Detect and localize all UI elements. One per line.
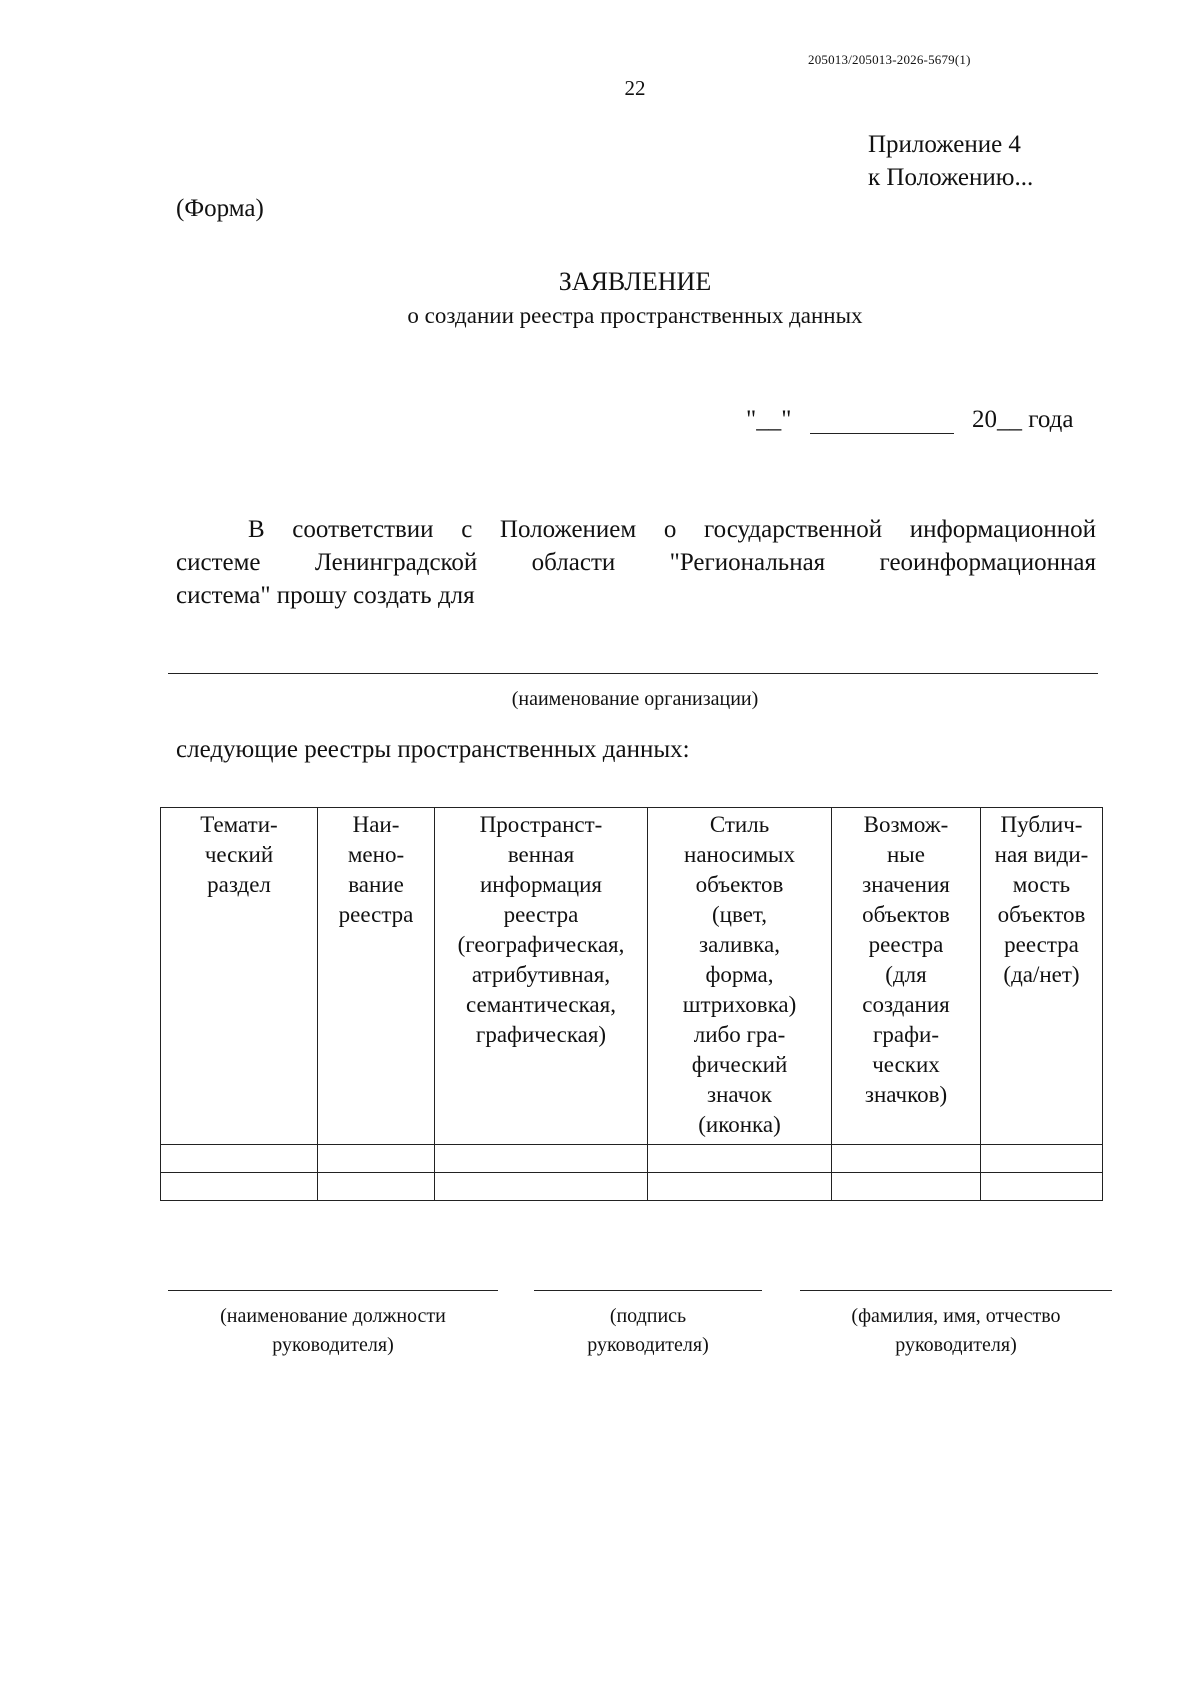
date-year-field[interactable]: 20__ года <box>972 406 1074 433</box>
full-name-field[interactable] <box>800 1290 1112 1291</box>
table-cell[interactable] <box>981 1145 1103 1173</box>
document-id: 205013/205013-2026-5679(1) <box>808 52 971 67</box>
table-cell[interactable] <box>161 1145 318 1173</box>
table-row <box>161 1145 1103 1173</box>
header-cell-line: мость <box>1012 872 1071 897</box>
header-cell-line: Стиль <box>709 812 770 837</box>
table-header-cell <box>435 808 648 1145</box>
header-cell-line: реестра <box>338 902 414 927</box>
header-cell-line: ческих <box>872 1052 940 1077</box>
table-header-cell <box>318 808 435 1145</box>
header-cell-line: графическая) <box>475 1022 607 1047</box>
position-caption-line: (наименование должности <box>220 1305 446 1327</box>
appendix-line-2: к Положению... <box>868 164 1034 191</box>
header-cell-line: ная види- <box>994 842 1089 867</box>
table-cell[interactable] <box>832 1173 981 1201</box>
position-caption <box>168 1302 498 1360</box>
table-cell[interactable] <box>981 1173 1103 1201</box>
header-cell-line: Наи- <box>352 812 400 837</box>
header-cell-line: (географическая, <box>457 932 625 957</box>
header-cell-line: форма, <box>705 962 774 987</box>
organization-name-field[interactable] <box>168 673 1098 674</box>
table-cell[interactable] <box>161 1173 318 1201</box>
table-cell[interactable] <box>648 1173 832 1201</box>
header-cell-line: значок <box>707 1082 772 1107</box>
header-cell-line: Пространст- <box>479 812 603 837</box>
header-cell-line: венная <box>507 842 575 867</box>
header-cell-line: наносимых <box>684 842 795 867</box>
table-header-cell <box>832 808 981 1145</box>
intro-line: система" прошу создать для <box>176 582 475 609</box>
header-cell-line: (цвет, <box>712 902 767 927</box>
date-day-field[interactable]: "__" <box>746 406 792 433</box>
table-header-row <box>161 808 1103 1145</box>
signature-caption-line: руководителя) <box>587 1334 709 1356</box>
table-cell[interactable] <box>318 1145 435 1173</box>
table-header-cell <box>648 808 832 1145</box>
position-signature-field[interactable] <box>168 1290 498 1291</box>
date-field <box>746 406 1096 440</box>
header-cell-line: мено- <box>347 842 405 867</box>
header-cell-line: семантическая, <box>466 992 616 1017</box>
name-caption <box>800 1302 1112 1360</box>
intro-paragraph <box>176 513 1096 612</box>
header-cell-line: Темати- <box>200 812 278 837</box>
header-cell-line: Публич- <box>1000 812 1083 837</box>
page-subtitle: о создании реестра пространственных данных <box>407 303 863 328</box>
header-cell-line: ческий <box>204 842 274 867</box>
header-cell-line: вание <box>348 872 404 897</box>
intro-line: системе Ленинградской области "Региональная геоинформационная <box>176 549 1096 576</box>
header-cell-line: объектов <box>997 902 1086 927</box>
table-row <box>161 1173 1103 1201</box>
intro-line: В соответствии с Положением о государственной информационной <box>248 516 1096 543</box>
signature-field[interactable] <box>534 1290 762 1291</box>
header-cell-line: создания <box>862 992 950 1017</box>
name-caption-line: руководителя) <box>895 1334 1017 1356</box>
position-caption-line: руководителя) <box>272 1334 394 1356</box>
name-caption-line: (фамилия, имя, отчество <box>851 1305 1061 1327</box>
table-cell[interactable] <box>435 1173 648 1201</box>
header-cell-line: значков) <box>864 1082 948 1107</box>
header-cell-line: либо гра- <box>693 1022 786 1047</box>
header-cell-line: атрибутивная, <box>471 962 611 987</box>
signature-caption-line: (подпись <box>609 1305 687 1327</box>
registers-table <box>160 807 1103 1201</box>
header-cell-line: реестра <box>868 932 944 957</box>
table-header-cell <box>981 808 1103 1145</box>
table-cell[interactable] <box>435 1145 648 1173</box>
header-cell-line: объектов <box>862 902 950 927</box>
header-cell-line: раздел <box>207 872 271 897</box>
header-cell-line: (для <box>885 962 927 987</box>
table-header-cell <box>161 808 318 1145</box>
page-title: ЗАЯВЛЕНИЕ <box>558 267 712 296</box>
table-cell[interactable] <box>832 1145 981 1173</box>
header-cell-line: информация <box>480 872 602 897</box>
header-cell-line: графи- <box>872 1022 939 1047</box>
table-cell[interactable] <box>318 1173 435 1201</box>
header-cell-line: фический <box>691 1052 788 1077</box>
header-cell-line: (да/нет) <box>1003 962 1080 987</box>
page-number: 22 <box>624 76 646 100</box>
date-month-underline[interactable] <box>810 433 954 434</box>
header-cell-line: реестра <box>1004 932 1079 957</box>
header-cell-line: заливка, <box>699 932 780 957</box>
header-cell-line: (иконка) <box>698 1112 781 1137</box>
header-cell-line: штриховка) <box>682 992 797 1017</box>
header-cell-line: Возмож- <box>863 812 949 837</box>
form-label: (Форма) <box>176 195 264 222</box>
table-cell[interactable] <box>648 1145 832 1173</box>
header-cell-line: объектов <box>695 872 784 897</box>
header-cell-line: ные <box>887 842 925 867</box>
appendix-line-1: Приложение 4 <box>868 131 1021 158</box>
organization-caption: (наименование организации) <box>511 688 759 710</box>
appendix-note <box>868 128 1033 194</box>
header-cell-line: реестра <box>503 902 579 927</box>
signature-caption <box>534 1302 762 1360</box>
header-cell-line: значения <box>862 872 950 897</box>
registers-lead-text: следующие реестры пространственных данных: <box>176 736 690 763</box>
